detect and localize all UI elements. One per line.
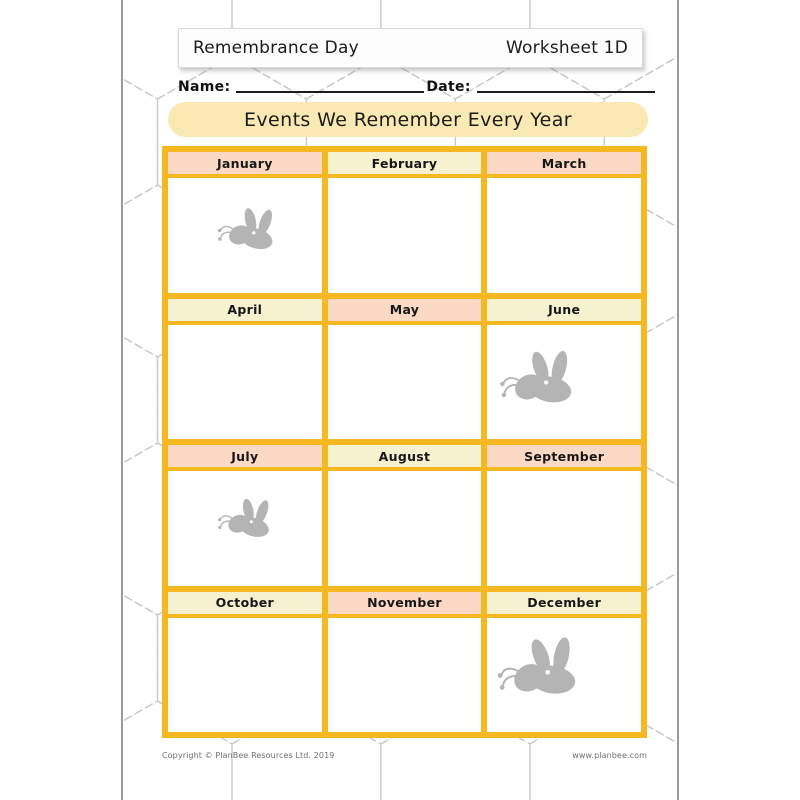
month-label: April — [227, 302, 263, 317]
month-header-june — [487, 299, 641, 325]
month-header-april — [168, 299, 322, 325]
month-cell-may[interactable] — [328, 299, 482, 440]
month-header-december — [487, 592, 641, 618]
month-header-march — [487, 152, 641, 178]
month-write-area[interactable] — [328, 325, 482, 440]
month-write-area[interactable] — [487, 325, 641, 440]
month-label: August — [378, 448, 431, 464]
month-header-october — [168, 592, 322, 618]
month-write-area[interactable] — [328, 178, 482, 293]
month-label: June — [548, 302, 581, 317]
worksheet-title-box — [178, 28, 643, 68]
month-cell-february[interactable] — [328, 152, 482, 293]
month-cell-june[interactable] — [487, 299, 641, 440]
month-label: September — [524, 448, 605, 464]
month-header-july — [168, 445, 322, 471]
month-header-february — [328, 152, 482, 178]
month-write-area[interactable] — [328, 618, 482, 733]
worksheet-topic-title: Remembrance Day — [193, 38, 359, 58]
month-write-area[interactable] — [168, 178, 322, 293]
month-cell-august[interactable] — [328, 445, 482, 586]
month-cell-march[interactable] — [487, 152, 641, 293]
month-write-area[interactable] — [168, 325, 322, 440]
copyright-text: Copyright © PlanBee Resources Ltd. 2019 — [162, 750, 335, 760]
month-cell-april[interactable] — [168, 299, 322, 440]
month-header-january — [168, 152, 322, 178]
month-cell-july[interactable] — [168, 445, 322, 586]
month-write-area[interactable] — [168, 618, 322, 733]
bee-icon — [216, 497, 278, 545]
month-label: February — [371, 155, 438, 171]
date-label: Date: — [426, 79, 471, 95]
months-grid — [162, 146, 647, 738]
month-label: November — [367, 595, 442, 610]
month-cell-january[interactable] — [168, 152, 322, 293]
bee-icon — [495, 636, 587, 708]
website-url[interactable]: www.planbee.com — [572, 750, 647, 760]
date-input-line[interactable] — [477, 91, 655, 93]
month-write-area[interactable] — [168, 471, 322, 586]
month-cell-november[interactable] — [328, 592, 482, 733]
month-label: July — [231, 448, 259, 464]
month-label: March — [541, 155, 587, 171]
month-header-may — [328, 299, 482, 325]
month-write-area[interactable] — [328, 471, 482, 586]
month-label: January — [216, 155, 273, 171]
page-footer — [162, 748, 647, 762]
name-label: Name: — [178, 79, 231, 95]
month-write-area[interactable] — [487, 471, 641, 586]
worksheet-number-label: Worksheet 1D — [506, 38, 628, 58]
name-input-line[interactable] — [236, 91, 424, 93]
bee-icon — [497, 349, 583, 415]
month-header-november — [328, 592, 482, 618]
month-header-august — [328, 445, 482, 471]
name-date-row — [178, 74, 643, 96]
month-write-area[interactable] — [487, 618, 641, 733]
month-cell-september[interactable] — [487, 445, 641, 586]
month-label: December — [527, 595, 602, 610]
activity-banner — [168, 102, 648, 137]
month-label: October — [215, 595, 274, 610]
month-header-september — [487, 445, 641, 471]
month-cell-december[interactable] — [487, 592, 641, 733]
month-write-area[interactable] — [487, 178, 641, 293]
bee-icon — [216, 206, 282, 258]
month-label: May — [389, 302, 420, 317]
worksheet-page — [121, 0, 679, 800]
month-cell-october[interactable] — [168, 592, 322, 733]
activity-banner-title: Events We Remember Every Year — [244, 108, 572, 131]
